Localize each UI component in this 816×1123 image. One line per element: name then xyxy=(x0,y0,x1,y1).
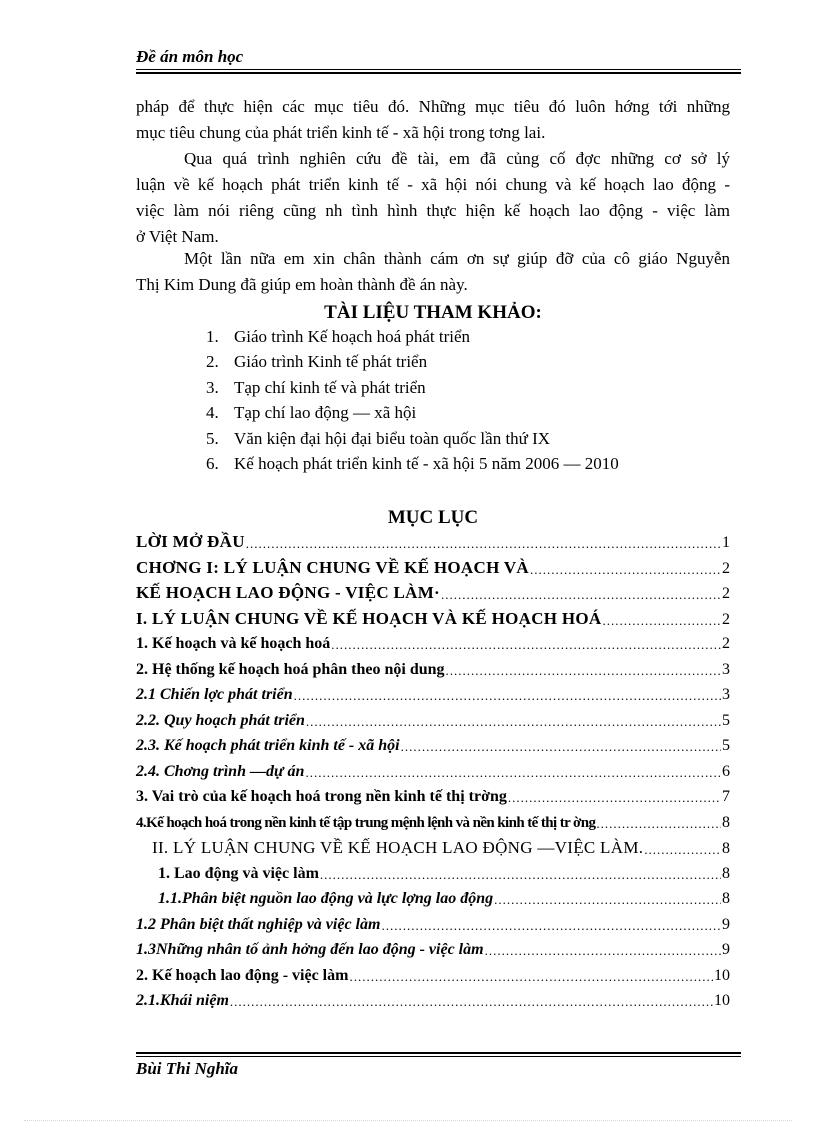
toc-entry-label: 2.1 Chiến lợc phát triển xyxy=(136,686,293,703)
toc-leader-dots xyxy=(246,530,721,555)
reference-text: Giáo trình Kế hoạch hoá phát triển xyxy=(234,327,471,346)
text-line: việc làm nói riêng cũng nh tình hình thực hiện kế hoạch lao động - việc làm xyxy=(136,201,730,220)
toc-entry-page: 5 xyxy=(722,737,730,754)
toc-entry-page: 2 xyxy=(722,610,730,628)
toc-entry-page: 2 xyxy=(722,585,730,602)
toc-entry-label: II. LÝ LUẬN CHUNG VỀ KẾ HOẠCH LAO ĐỘNG —VIỆC LÀM. xyxy=(152,838,644,857)
toc-entry[interactable] xyxy=(136,912,730,938)
toc-leader-dots xyxy=(602,607,721,632)
toc-entry-page: 9 xyxy=(722,915,730,933)
reference-number: 2. xyxy=(206,352,219,372)
toc-leader-dots xyxy=(446,657,721,682)
reference-number: 3. xyxy=(206,377,219,397)
reference-number: 1. xyxy=(206,327,219,346)
toc-entry-page: 6 xyxy=(722,762,730,780)
toc-entry-page: 7 xyxy=(722,788,730,805)
page-footer-author: Bùi Thi Nghĩa xyxy=(136,1059,239,1078)
toc-entry-label: LỜI MỞ ĐẦU xyxy=(136,532,245,551)
reference-number: 4. xyxy=(206,403,219,423)
toc-entry[interactable] xyxy=(136,682,730,708)
toc-entry[interactable] xyxy=(136,810,730,836)
toc-entry-label: 2. Kế hoạch lao động - việc làm xyxy=(136,966,349,984)
toc-entry-label: 2. Hệ thống kế hoạch hoá phân theo nội dung xyxy=(136,660,445,678)
toc-entry-page: 3 xyxy=(722,660,730,678)
toc-entry-section-i[interactable] xyxy=(136,606,730,632)
toc-leader-dots xyxy=(349,963,713,988)
toc-entry-label: CHƠNG I: LÝ LUẬN CHUNG VỀ KẾ HOẠCH VÀ xyxy=(136,557,530,577)
toc-leader-dots xyxy=(596,810,721,835)
paragraph-thanks xyxy=(136,246,730,298)
toc-leader-dots xyxy=(494,886,721,911)
toc-entry[interactable] xyxy=(136,708,730,734)
toc-entry-label: 2.3. Kế hoạch phát triển kinh tế - xã hội xyxy=(136,737,400,754)
reference-item xyxy=(206,400,619,425)
toc-entry-label: 3. Vai trò của kế hoạch hoá trong nền kinh tế thị trờng xyxy=(136,788,507,805)
toc-entry-page: 8 xyxy=(722,890,730,907)
reference-item xyxy=(206,375,619,400)
reference-text: Tạp chí kinh tế và phát triển xyxy=(234,377,426,397)
toc-entry-label: 1. Kế hoạch và kế hoạch hoá xyxy=(136,635,331,652)
toc-entry-page: 2 xyxy=(722,635,730,652)
references-heading: TÀI LIỆU THAM KHẢO: xyxy=(324,302,542,323)
references-list xyxy=(206,324,619,476)
toc-entry-section-ii[interactable] xyxy=(136,835,730,861)
toc-entry-page: 10 xyxy=(714,992,730,1009)
toc-entry-introduction[interactable] xyxy=(136,529,730,555)
toc-entry-label: 2.4. Chơng trình —dự án xyxy=(136,762,305,780)
reference-number: 6. xyxy=(206,453,219,473)
toc-entry[interactable] xyxy=(136,963,730,989)
text-line: ở Việt Nam. xyxy=(136,227,219,246)
toc-leader-dots xyxy=(508,784,721,809)
text-line: Một lần nữa em xin chân thành cám ơn sự giúp đỡ của cô giáo Nguyễn xyxy=(184,249,730,268)
toc-leader-dots xyxy=(230,988,713,1013)
reference-item xyxy=(206,324,619,349)
toc-entry-page: 1 xyxy=(722,534,730,551)
toc-entry[interactable] xyxy=(136,784,730,810)
toc-leader-dots xyxy=(294,682,721,707)
toc-leader-dots xyxy=(306,708,721,733)
toc-entry[interactable] xyxy=(136,886,730,912)
toc-entry-page: 10 xyxy=(714,966,730,984)
reference-text: Tạp chí lao động — xã hội xyxy=(234,403,417,423)
footer-rule-thin xyxy=(136,1056,741,1057)
text-line: mục tiêu chung của phát triển kinh tế - xã hội trong tơng lai. xyxy=(136,123,546,142)
reference-item xyxy=(206,426,619,451)
header-rule-thick xyxy=(136,72,741,74)
toc-entry-label: 2.2. Quy hoạch phát triển xyxy=(136,711,305,729)
toc-leader-dots xyxy=(441,581,721,606)
toc-leader-dots xyxy=(530,556,721,581)
paragraph-conclusion xyxy=(136,146,730,250)
toc-entry-page: 5 xyxy=(722,711,730,729)
toc-entry-page: 8 xyxy=(722,840,730,857)
reference-text: Kế hoạch phát triển kinh tế - xã hội 5 năm 2006 — 2010 xyxy=(234,453,619,473)
text-line: Qua quá trình nghiên cứu đề tài, em đã củng cố đợc những cơ sở lý xyxy=(184,149,730,168)
toc-entry-page: 8 xyxy=(722,864,730,882)
text-line: pháp để thực hiện các mục tiêu đó. Những mục tiêu đó luôn hớng tới những xyxy=(136,97,730,116)
toc-heading: MỤC LỤC xyxy=(387,507,479,528)
text-line: Thị Kim Dung đã giúp em hoàn thành đề án này. xyxy=(136,275,468,294)
toc-entry[interactable] xyxy=(136,861,730,887)
toc-entry-chapter-1-cont[interactable] xyxy=(136,580,730,606)
toc-entry-label: 1.3Những nhân tố ảnh hởng đến lao động - việc làm xyxy=(136,941,484,958)
toc-entry-label: 1. Lao động và việc làm xyxy=(158,864,319,882)
toc-leader-dots xyxy=(305,759,721,784)
footer-rule-thick xyxy=(136,1052,741,1054)
toc-leader-dots xyxy=(644,836,721,861)
toc-entry-page: 9 xyxy=(722,941,730,958)
toc-entry-label: 1.2 Phân biệt thất nghiệp và việc làm xyxy=(136,915,381,933)
header-rule-thin xyxy=(136,69,741,70)
reference-number: 5. xyxy=(206,428,219,448)
toc-leader-dots xyxy=(320,861,721,886)
toc-leader-dots xyxy=(401,733,721,758)
toc-entry-label: 2.1.Khái niệm xyxy=(136,992,229,1009)
toc-leader-dots xyxy=(331,631,721,656)
toc-leader-dots xyxy=(381,912,721,937)
reference-text: Giáo trình Kinh tế phát triển xyxy=(234,352,428,372)
toc-entry[interactable] xyxy=(136,733,730,759)
toc-entry-chapter-1[interactable] xyxy=(136,555,730,581)
toc-entry-page: 2 xyxy=(722,559,730,577)
toc-entry[interactable] xyxy=(136,759,730,785)
toc-entry-label: KẾ HOẠCH LAO ĐỘNG - VIỆC LÀM· xyxy=(136,583,441,602)
page-bottom-edge xyxy=(24,1120,792,1121)
text-line: luận về kế hoạch phát triển kinh tế - xã hội nói chung và kế hoạch lao động - xyxy=(136,175,730,194)
toc-entry[interactable] xyxy=(136,988,730,1014)
reference-text: Văn kiện đại hội đại biểu toàn quốc lần thứ IX xyxy=(234,428,551,448)
toc-entry-label: 4.Kế hoạch hoá trong nền kinh tế tập trung mệnh lệnh và nền kinh tế thị tr ờng xyxy=(136,814,596,831)
reference-item xyxy=(206,451,619,476)
toc-leader-dots xyxy=(485,937,721,962)
paragraph-goals xyxy=(136,94,730,146)
page-header-title: Đề án môn học xyxy=(136,47,244,66)
toc-entry-page: 8 xyxy=(722,813,730,831)
toc-entry[interactable] xyxy=(136,937,730,963)
toc-entry[interactable] xyxy=(136,631,730,657)
toc-entry-label: I. LÝ LUẬN CHUNG VỀ KẾ HOẠCH VÀ KẾ HOẠCH HOÁ xyxy=(136,608,602,628)
toc-entry-page: 3 xyxy=(722,686,730,703)
reference-item xyxy=(206,349,619,374)
toc-entry[interactable] xyxy=(136,657,730,683)
table-of-contents xyxy=(136,529,730,1014)
toc-entry-label: 1.1.Phân biệt nguồn lao động và lực lợng lao động xyxy=(158,890,494,907)
